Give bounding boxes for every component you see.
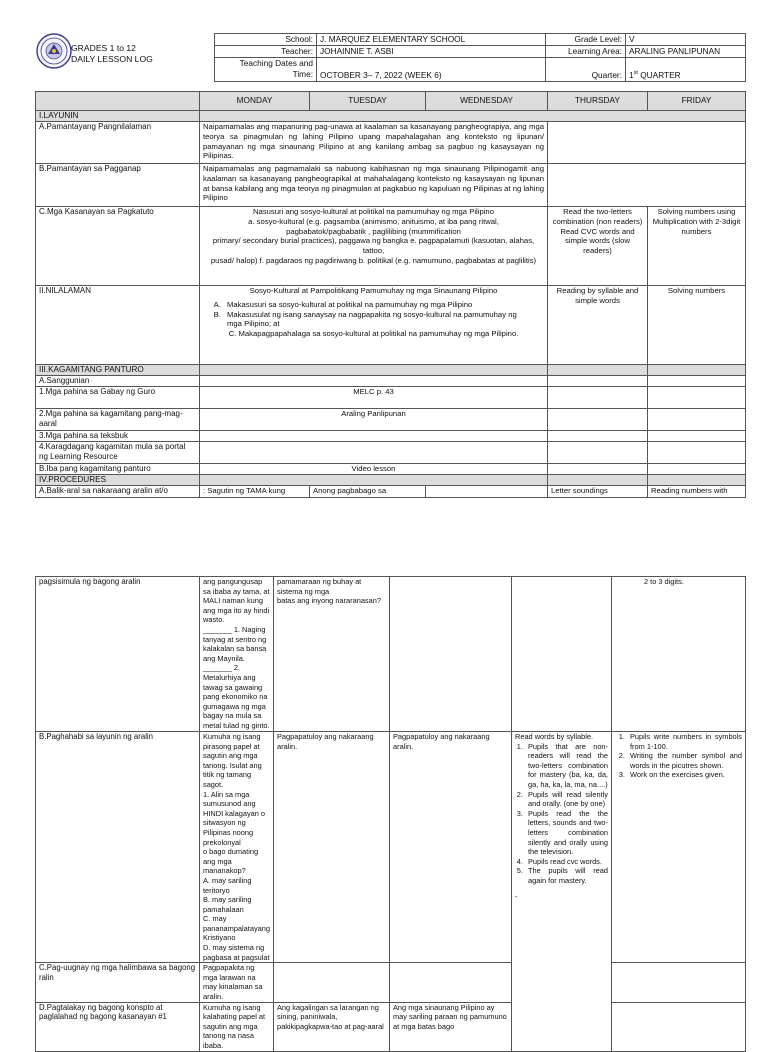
- form-title: GRADES 1 to 12 DAILY LESSON LOG: [71, 43, 153, 64]
- row-teksbuk: 3.Mga pahina sa teksbuk: [36, 431, 746, 442]
- monday-content: : Sagutin ng TAMA kung: [200, 486, 310, 498]
- iba-value: Video lesson: [200, 464, 548, 475]
- quarter-value: 1st QUARTER: [626, 58, 746, 82]
- tuesday-content: Anong pagbabago sa: [310, 486, 426, 498]
- lesson-info-table: [214, 33, 746, 82]
- row-paghahabi: [36, 732, 746, 963]
- teaching-dates-label: Teaching Dates and Time:: [215, 58, 317, 82]
- row-pamantayan-pagganap: [36, 164, 746, 207]
- grade-level-value: V: [626, 34, 746, 46]
- deped-seal-icon: [36, 33, 72, 69]
- row-label: D.Pagtalakay ng bagong konspto at paglalahad ng bagong kasanayan #1: [36, 1002, 200, 1051]
- corner-cell: [36, 92, 200, 111]
- teacher-label: Teacher:: [215, 46, 317, 58]
- wednesday-content: Pagpapatuloy ang nakaraang aralin.: [390, 732, 512, 963]
- learning-area-label: Learning Area:: [546, 46, 626, 58]
- section-procedures: IV.PROCEDURES: [36, 475, 746, 486]
- row-gabay-ng-guro: 1.Mga pahina sa Gabay ng Guro MELC p. 43: [36, 387, 746, 409]
- row-label: B.Pamantayan sa Pagganap: [36, 164, 200, 207]
- row-balik-aral-continued: [36, 577, 746, 732]
- row-label: B.Paghahabi sa layunin ng aralin: [36, 732, 200, 963]
- day-tuesday: TUESDAY: [310, 92, 426, 111]
- friday-content: 2 to 3 digits.: [612, 577, 746, 732]
- monday-content: Kumuha ng isang pirasong papel at sagutin ang mga tanong. Isulat ang titik ng tamang sagot. 1. Alin sa mga sumusunod ang HINDI kalagayan o sitwasyon ng Pilipinas noong prekolonyal o bago dumating ang mga mananakop? A. may sariling teritoryo B. may sariling pamahalaan C. may pananampalatayang Kristiyano D. may sistema ng pagbasa at pagsulat: [200, 732, 274, 963]
- row-balik-aral: A.Balik-aral sa nakaraang aralin at/o : Sagutin ng TAMA kung Anong pagbabago sa Letter soundings Reading numbers with: [36, 486, 746, 498]
- monday-content: ang pangungusap sa ibaba ay tama, at MALI naman kung ang mga ito ay hindi wasto. _______ 1. Naging tanyag at sentro ng kalakalan sa bansa ang Maynila. _______ 2. Metalurhiya ang tawag sa gawaing pang ekonomiko na gumagawa ng mga bagay na mula sa metal tulad ng ginto.: [200, 577, 274, 732]
- day-friday: FRIDAY: [648, 92, 746, 111]
- row-sanggunian: A.Sanggunian: [36, 376, 746, 387]
- row-label: A.Pamantayang Pangnilalaman: [36, 122, 200, 164]
- friday-content: Solving numbers: [648, 286, 746, 365]
- friday-content: Solving numbers using Multiplication with 2-3digit numbers: [648, 207, 746, 286]
- row-label: C.Pag-uugnay ng mga halimbawa sa bagong ralin: [36, 963, 200, 1002]
- mag-aaral-value: Araling Panlipunan: [200, 409, 548, 431]
- row-label: C.Mga Kasanayan sa Pagkatuto: [36, 207, 200, 286]
- row-iba-pang-kagamitan: B.Iba pang kagamitang panturo Video lesson: [36, 464, 746, 475]
- row-kagamitang-mag-aaral: 2.Mga pahina sa kagamitang pang-mag-aaral Araling Panlipunan: [36, 409, 746, 431]
- thursday-content: Letter soundings: [548, 486, 648, 498]
- teacher-value: JOHAINNIE T. ASBI: [317, 46, 546, 58]
- tuesday-content: Pagpapatuloy ang nakaraang aralin.: [274, 732, 390, 963]
- row-content: Sosyo-Kultural at Pampolitikang Pamumuhay ng mga Sinaunang Pilipino A. Makasusuri sa sosyo-kultural at politikal na pamumuhay ng mga Pilipino B. Makasusulat ng isang sanaysay na nagpapakita ng sosyo-kultural na pamumuhay ng mga Pilipino; at C. Makapagpapahalaga sa sosyo-kultural at politikal na pamumuhay ng mga Pilipino.: [200, 286, 548, 365]
- row-learning-resource-portal: 4.Karagdagang kagamitan mula sa portal ng Learning Resource: [36, 442, 746, 464]
- tuesday-content: Ang kagalingan sa larangan ng sining, paniniwala, pakikipagkapwa-tao at pag-aaral: [274, 1002, 390, 1051]
- row-content: Naipamamalas ang pagmamalaki sa nabuong kabihasnan ng mga sinaunang Pilipinogamit ang kaalaman sa kasanayang pangheograpikal at mahahalagang konteksto ng kasaysayan ng lipunan at bansa kabilang ang mga teorya ng pinagmulan at pagkabuo ng kapuluan ng Pilipinas at ng lahing Pilipino: [200, 164, 548, 207]
- row-label: pagsisimula ng bagong aralin: [36, 577, 200, 732]
- row-content: Naipamamalas ang mapanuring pag-unawa at kaalaman sa kasanayang pangheograpiya, ang mga teorya sa pinagmulan ng lahing Pilipino upang mapahalagahan ang konteksto ng lipunan/ pamayanan ng mga sinaunang Pilipino at ang kanilang ambag sa pagbuo ng kasaysayan ng Pilipinas.: [200, 122, 548, 164]
- day-monday: MONDAY: [200, 92, 310, 111]
- monday-content: Pagpapakita ng mga larawan na may kinalaman sa aralin.: [200, 963, 274, 1002]
- thursday-content: Reading by syllable and simple words: [548, 286, 648, 365]
- section-kagamitang-panturo: III.KAGAMITANG PANTURO: [36, 365, 746, 376]
- quarter-label: Quarter:: [546, 58, 626, 82]
- guro-value: MELC p. 43: [200, 387, 548, 409]
- row-pag-uugnay: [36, 963, 746, 1002]
- row-nilalaman: [36, 286, 746, 365]
- day-header-row: [36, 92, 746, 111]
- row-content: Nasusuri ang sosyo-kultural at politikal na pamumuhay ng mga Pilipino a. sosyo-kultural (e.g. pagsamba (animismo, anituismo, at iba pang ritwal, pagbabatok/pagbabatik , paglilibing (mummification primary/ secondary burial practices), paggawa ng bangka e. pagpapalamuti (kasuotan, alahas, tattoo, pusad/ halop) f. pagdaraos ng pagdiriwang b. politikal (e.g. namumuno, pagbabatas at paglilitis): [200, 207, 548, 286]
- row-label: II.NILALAMAN: [36, 286, 200, 365]
- row-kasanayan: [36, 207, 746, 286]
- learning-area-value: ARALING PANLIPUNAN: [626, 46, 746, 58]
- row-pagtalakay: [36, 1002, 746, 1051]
- daily-lesson-table-page1: [35, 91, 746, 498]
- thursday-content: Read the two-letters combination (non readers) Read CVC words and simple words (slow readers): [548, 207, 648, 286]
- tuesday-content: pamamaraan ng buhay at sistema ng mga batas ang inyong nararanasan?: [274, 577, 390, 732]
- wednesday-content: Ang mga sinaunang Pilipino ay may sariling paraan ng pamumuno at mga batas bago: [390, 1002, 512, 1051]
- teaching-dates-value: OCTOBER 3– 7, 2022 (WEEK 6): [317, 58, 546, 82]
- row-pamantayang-pangnilalaman: [36, 122, 746, 164]
- day-thursday: THURSDAY: [548, 92, 648, 111]
- daily-lesson-table-page2: [35, 576, 746, 1052]
- monday-content: Kumuha ng isang kalahating papel at sagutin ang mga tanong na nasa ibaba.: [200, 1002, 274, 1051]
- grade-level-label: Grade Level:: [546, 34, 626, 46]
- friday-content: Reading numbers with: [648, 486, 746, 498]
- day-wednesday: WEDNESDAY: [426, 92, 548, 111]
- friday-content: 1. Pupils write numbers in symbols from 1-100. 2. Writing the number symbol and words in the picutres shown. 3. Work on the exercises given.: [612, 732, 746, 963]
- school-label: School:: [215, 34, 317, 46]
- section-layunin: I.LAYUNIN: [36, 111, 746, 122]
- school-value: J. MARQUEZ ELEMENTARY SCHOOL: [317, 34, 546, 46]
- thursday-content: Read words by syllable. 1. Pupils that are non-readers will read the two-letters combination for mastery (ba, ka, da, ga, ha, ka, la, ma, na....) 2. Pupils will read silently and orally. (one by one) 3. Pupils read the the letters, sounds and two-letters combination silently and orally using the television. 4. Pupils read cvc words. 5. The pupils will read again for mastery. -: [512, 732, 612, 1052]
